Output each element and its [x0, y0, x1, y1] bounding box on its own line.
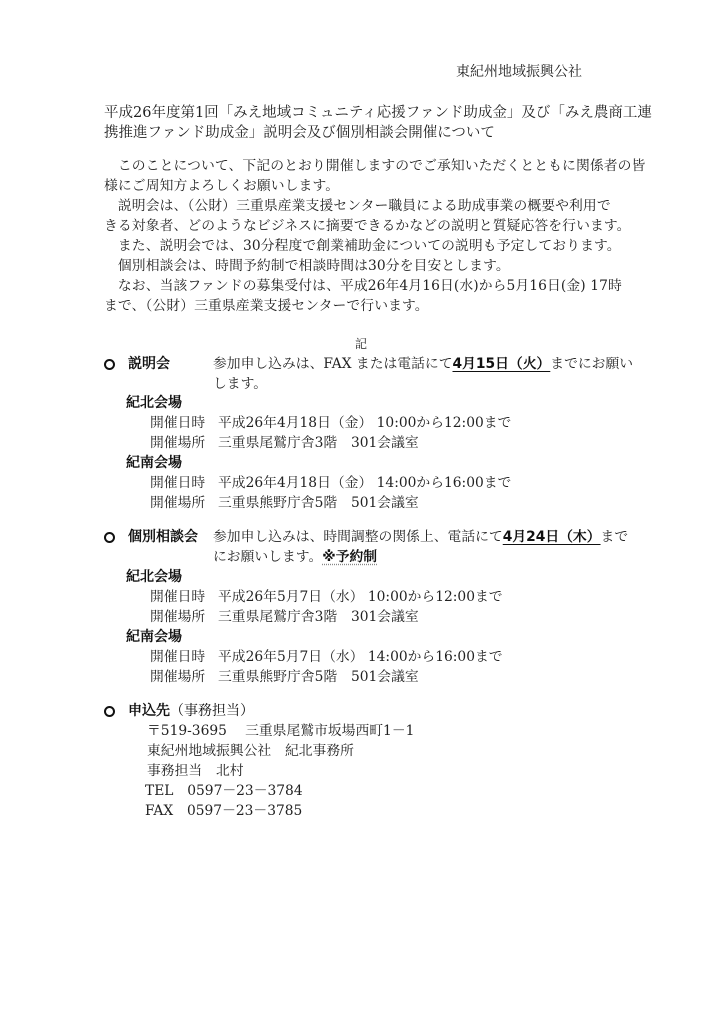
date-label: 開催日時 — [150, 475, 206, 491]
place-value: 三重県尾鷲庁舎3階 301会議室 — [218, 609, 419, 625]
contact-heading-sub: （事務担当） — [170, 703, 254, 719]
date-label: 開催日時 — [150, 649, 206, 665]
date-value: 平成26年4月18日（金） 10:00から12:00まで — [218, 415, 512, 431]
bullet-circle-icon — [104, 359, 115, 370]
consultation-description — [213, 527, 628, 547]
document-title-line-2: 携推進ファンド助成金」説明会及び個別相談会開催について — [104, 125, 495, 141]
date-label: 開催日時 — [150, 589, 206, 605]
place-label: 開催場所 — [150, 609, 206, 625]
consultation-desc-text: 参加申し込みは、時間調整の関係上、電話にて — [213, 529, 503, 545]
organization-name: 東紀州地域振興公社 — [456, 64, 582, 80]
contact-tel: TEL 0597－23－3784 — [145, 783, 303, 799]
body-line: なお、当該ファンドの募集受付は、平成26年4月16日(水)から5月16日(金) 17時 — [104, 278, 622, 294]
contact-address: 〒519-3695 三重県尾鷲市坂場西町1－1 — [147, 723, 415, 739]
date-label: 開催日時 — [150, 415, 206, 431]
consultation-desc-text: にお願いします。 — [213, 549, 323, 565]
body-line: 様にご周知方よろしくお願いします。 — [104, 178, 340, 194]
venue-name: 紀南会場 — [126, 629, 182, 645]
place-label: 開催場所 — [150, 669, 206, 685]
body-line: 説明会は、（公財）三重県産業支援センター職員による助成事業の概要や利用で — [104, 198, 611, 214]
briefing-description — [213, 354, 633, 374]
contact-office: 東紀州地域振興公社 紀北事務所 — [147, 743, 354, 759]
consultation-deadline: 4月24日（木） — [502, 529, 601, 545]
body-line: また、説明会では、30分程度で創業補助金についての説明も予定しております。 — [104, 238, 621, 254]
place-value: 三重県熊野庁舎5階 501会議室 — [218, 669, 419, 685]
reservation-note: ※予約制 — [322, 549, 378, 565]
briefing-deadline: 4月15日（火） — [452, 356, 551, 372]
section-heading-briefing: 説明会 — [128, 356, 170, 372]
contact-person: 事務担当 北村 — [147, 763, 244, 779]
body-line: 個別相談会は、時間予約制で相談時間は30分を目安とします。 — [104, 258, 510, 274]
bullet-circle-icon — [104, 706, 115, 717]
document-title-line-1: 平成26年度第1回「みえ地域コミュニティ応援ファンド助成金」及び「みえ農商工連 — [104, 105, 652, 121]
place-label: 開催場所 — [150, 495, 206, 511]
place-label: 開催場所 — [150, 435, 206, 451]
bullet-circle-icon — [104, 532, 115, 543]
date-value: 平成26年5月7日（水） 10:00から12:00まで — [218, 589, 503, 605]
body-line: このことについて、下記のとおり開催しますのでご承知いただくとともに関係者の皆 — [104, 158, 646, 174]
date-value: 平成26年4月18日（金） 14:00から16:00まで — [218, 475, 512, 491]
briefing-desc-text: までにお願い — [550, 356, 634, 372]
body-line: きる対象者、どのようなビジネスに摘要できるかなどの説明と質疑応答を行います。 — [104, 218, 631, 234]
venue-name: 紀北会場 — [126, 569, 182, 585]
body-line: まで、（公財）三重県産業支援センターで行います。 — [104, 298, 429, 314]
ki-marker: 記 — [355, 337, 368, 351]
section-heading-consultation: 個別相談会 — [128, 529, 198, 545]
briefing-desc-text: 参加申し込みは、FAX または電話にて — [213, 356, 453, 372]
place-value: 三重県熊野庁舎5階 501会議室 — [218, 495, 419, 511]
venue-name: 紀南会場 — [126, 455, 182, 471]
venue-name: 紀北会場 — [126, 395, 182, 411]
consultation-description-line-2 — [213, 547, 377, 567]
place-value: 三重県尾鷲庁舎3階 301会議室 — [218, 435, 419, 451]
contact-heading-text: 申込先 — [128, 703, 170, 719]
date-value: 平成26年5月7日（水） 14:00から16:00まで — [218, 649, 503, 665]
section-heading-contact — [128, 701, 254, 721]
consultation-desc-text: まで — [600, 529, 629, 545]
contact-fax: FAX 0597－23－3785 — [145, 803, 303, 819]
briefing-description-line-2: します。 — [213, 376, 268, 392]
